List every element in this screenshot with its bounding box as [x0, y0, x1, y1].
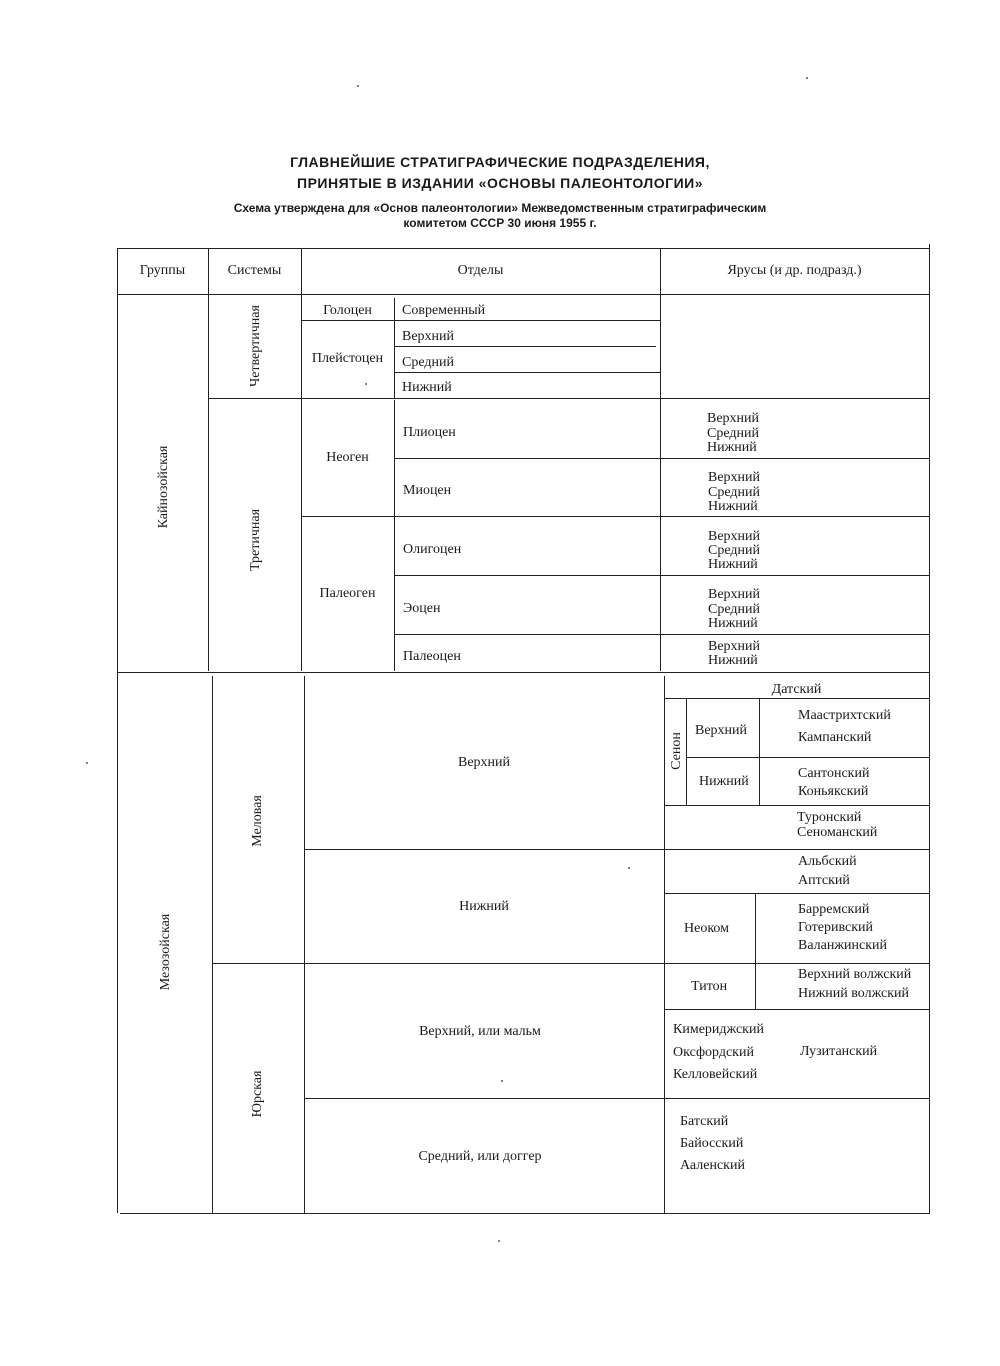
subtitle-line-1: Схема утверждена для «Основ палеонтологии» Межведомственным стратиграфическим — [233, 201, 767, 215]
header-divisions: Отделы — [457, 263, 504, 278]
stage-santonian: Сантонский — [798, 766, 870, 781]
subtitle-line-2: комитетом СССР 30 июня 1955 г. — [403, 216, 597, 230]
pleistocene-lower: Нижний — [402, 380, 452, 395]
header-systems: Системы — [227, 263, 282, 278]
stage-lusitanian: Лузитанский — [800, 1044, 878, 1059]
stage-kimmeridgian: Кимериджский — [673, 1022, 764, 1037]
group-mesozoic: Мезозойская — [158, 913, 173, 991]
pleistocene-middle: Средний — [402, 355, 454, 370]
division-cretaceous-upper: Верхний — [457, 755, 511, 770]
pleistocene-upper: Верхний — [402, 329, 455, 344]
stage-oxfordian: Оксфордский — [673, 1045, 754, 1060]
system-tertiary: Третичная — [248, 508, 263, 572]
stage-upper-volgian: Верхний волжский — [798, 967, 912, 982]
epoch-miocene: Миоцен — [403, 483, 452, 498]
division-paleogene: Палеоген — [319, 586, 376, 601]
system-jurassic: Юрская — [250, 1070, 265, 1118]
epoch-pliocene: Плиоцен — [403, 425, 456, 440]
epoch-oligocene: Олигоцен — [403, 542, 462, 557]
neocomian-label: Неоком — [684, 921, 730, 936]
stage-coniacian: Коньякский — [798, 784, 869, 799]
stage-maastrichtian: Маастрихтский — [798, 708, 891, 723]
stage-turonian: Туронский — [797, 810, 862, 825]
senonian-lower: Нижний — [699, 774, 749, 789]
division-holocene: Голоцен — [323, 303, 372, 318]
tithonian-label: Титон — [691, 979, 728, 994]
system-quaternary: Четвертичная — [248, 305, 263, 387]
scan-speck — [501, 1080, 503, 1082]
epoch-paleocene: Палеоцен — [403, 649, 461, 664]
division-neogene: Неоген — [326, 450, 369, 465]
stage-barremian: Барремский — [798, 902, 870, 917]
division-pleistocene: Плейстоцен — [311, 351, 384, 366]
table-left-border — [117, 248, 118, 1213]
header-groups: Группы — [139, 263, 186, 278]
scan-speck — [357, 85, 359, 87]
stage-valanginian: Валанжинский — [798, 938, 888, 953]
scan-speck — [86, 762, 88, 764]
table-top-border — [117, 248, 930, 249]
epoch-eocene: Эоцен — [403, 601, 441, 616]
system-cretaceous: Меловая — [250, 795, 265, 847]
senonian-upper: Верхний — [695, 723, 748, 738]
stage-aptian: Аптский — [798, 873, 850, 888]
stage-albian: Альбский — [798, 854, 857, 869]
stage-cenomanian: Сеноманский — [797, 825, 878, 840]
division-jurassic-upper: Верхний, или мальм — [419, 1024, 541, 1039]
title-line-2: ПРИНЯТЫЕ В ИЗДАНИИ «ОСНОВЫ ПАЛЕОНТОЛОГИИ» — [297, 175, 703, 191]
stage-hauterivian: Готеривский — [798, 920, 874, 935]
stage-bajocian: Байосский — [680, 1136, 744, 1151]
table-bottom-border — [120, 1213, 930, 1214]
header-stages: Ярусы (и др. подразд.) — [727, 263, 862, 278]
stage-danian: Датский — [771, 682, 822, 697]
scan-speck — [498, 1240, 500, 1242]
senonian-label: Сенон — [669, 732, 684, 770]
stage-modern: Современный — [402, 303, 486, 318]
header-divider — [117, 294, 929, 295]
stage-lower-volgian: Нижний волжский — [798, 986, 909, 1001]
division-cretaceous-lower: Нижний — [459, 899, 509, 914]
table-right-border — [929, 244, 930, 1214]
division-jurassic-middle: Средний, или доггер — [418, 1149, 542, 1164]
title-line-1: ГЛАВНЕЙШИЕ СТРАТИГРАФИЧЕСКИЕ ПОДРАЗДЕЛЕНИЯ, — [290, 154, 710, 170]
stage-callovian: Келловейский — [673, 1067, 758, 1082]
group-cenozoic: Кайнозойская — [156, 445, 171, 529]
stage-aalenian: Ааленский — [680, 1158, 745, 1173]
stage-campanian: Кампанский — [798, 730, 872, 745]
scan-speck — [628, 867, 630, 869]
scan-speck — [365, 383, 367, 385]
stage-bathonian: Батский — [680, 1114, 729, 1129]
scan-speck — [806, 77, 808, 79]
